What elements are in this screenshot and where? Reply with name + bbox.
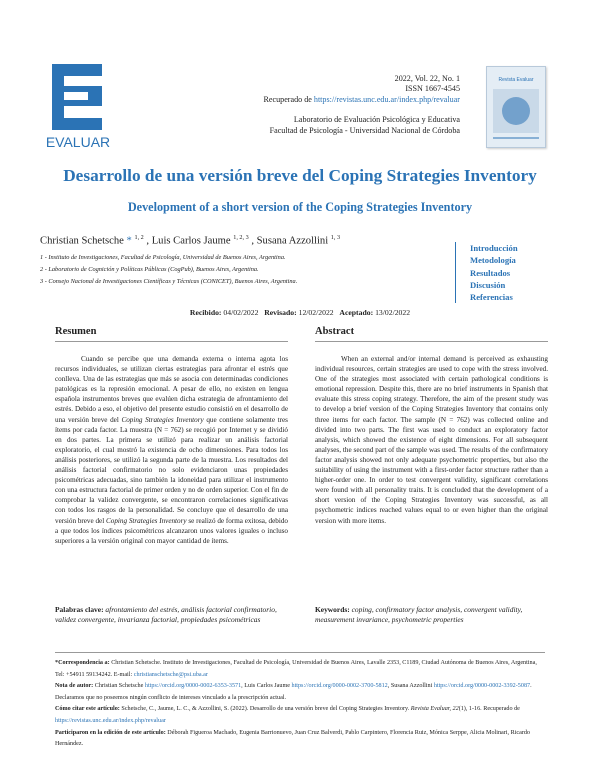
orcid-link[interactable]: https://orcid.org/0000-0002-3392-5087 [433,683,531,690]
abstract-body [315,354,548,526]
resumen-body [55,354,288,546]
article-title-spanish: Desarrollo de una versión breve del Coping Strategies Inventory [63,166,537,185]
correspondence-star[interactable]: * [126,235,132,247]
author-name: Susana Azzollini [256,235,329,247]
orcid-link[interactable]: https://orcid.org/0000-0002-6353-3571 [144,683,242,690]
section-navigation [455,242,518,303]
author-affiliation-sup: 1, 2 [134,234,144,241]
toc-item-discusion[interactable]: Discusión [470,279,506,290]
resumen-heading-wrap [55,326,288,337]
resumen-paragraph: Cuando se percibe que una demanda externa o interna agota los recursos individuales, se utilizan ciertas estrategias para afrontar el estrés que conlleva. Una de las estrategias que más se asocia con determinadas condiciones patológicas es la represión emocional. A pesar de ello, no existen en lengua española instrumentos breves que evalúen dicha estrategia de afrontamiento del estrés. Debido a eso, el objetivo del presente estudio consistió en el desarrollo de una versión breve del Coping Strategies Inventory que contiene solamente tres ítems por cada factor. La muestra (N = 762) se recogió por Internet y se dividió en dos partes. La primera se utilizó para realizar un análisis factorial exploratorio, el cual mostró la existencia de ocho dimensiones. Para todos los análisis posteriores, se utilizó la segunda parte de la muestra. Los resultados del análisis factorial confirmatorio no solo evidenciaron unas propiedades psicométricas adecuadas, sino también la idoneidad para utilizar el instrumento con una estructura factorial de primer orden y no de orden superior. Con el fin de comprobar la validez convergente, se encontraron correlaciones significativas con todos los rasgos de la personalidad. Se concluye que el desarrollo de una versión breve del Coping Strategies Inventory se realizó de forma exitosa, debido a que todos los índices psicométricos alcanzaron unos valores iguales o incluso superiores a la versión original con mayor cantidad de ítems. [55,355,288,545]
author-name: Luis Carlos Jaume [151,235,231,247]
abstract-divider [315,341,548,342]
toc-item-resultados[interactable]: Resultados [470,267,511,278]
journal-info [160,74,460,136]
affiliation-item: 3 - Consejo Nacional de Investigaciones Científicas y Técnicas (CONICET), Buenos Aires, Argentina. [40,277,298,285]
abstract-paragraph: When an external and/or internal demand is perceived as exhausting individual resources, certain strategies are used to cope with the stress involved. One of the strategies most associated with certain pathological conditions is emotional repression. Despite this, there are no brief instruments in Spanish that evaluate this stress coping strategy. Therefore, the aim of the present study was to develop a brief version of the Coping Strategies Inventory that contains only three items for each factor. The sample (N = 762) was collected online and divided into two parts. The first was used to conduct an exploratory factor analysis, which showed the existence of eight dimensions. For all subsequent analyses, the second part of the sample was used. The results of the confirmatory factor analysis showed not only adequate psychometric properties, but also the suitability of using the instrument with a first-order factor structure rather than a higher-order one. In order to test convergent validity, significant correlations were found with all personality traits. It is concluded that the development of a short version of the Coping Strategies Inventory was successful, as all psychometric indices reached values equal to or even higher than the original version with more items. [315,355,548,525]
citation-note: Cómo citar este artículo: Schetsche, C., Jaume, L. C., & Azzollini, S. (2022). Desarrollo de una versión breve del Coping Strategies Inventory. Revista Evaluar, 22(1), 1-16. Recuperado de https://revistas.unc.edu.ar/index.php/revaluar [55,706,520,724]
affiliation-item: 2 - Laboratorio de Cognición y Políticas Públicas (CogPub), Buenos Aires, Argentina. [40,265,259,273]
faculty-name: Facultad de Psicología - Universidad Nacional de Córdoba [269,125,460,135]
author-name: Christian Schetsche [40,235,124,247]
author-note: Nota de autor: Christian Schetsche https://orcid.org/0000-0002-6353-3571, Luis Carlos Jaume https://orcid.org/0000-0002-3700-5812, Susana Azzollini https://orcid.org/0000-0002-3392-5087. Declaramos que no poseemos ningún conflicto de intereses vinculado a la prescripción actual. [55,683,532,701]
citation-url-link[interactable]: https://revistas.unc.edu.ar/index.php/revaluar [55,717,166,724]
retrieved-from: Recuperado de https://revistas.unc.edu.ar/index.php/revaluar [263,94,460,104]
lab-name: Laboratorio de Evaluación Psicológica y Educativa [293,115,460,125]
issn: ISSN 1667-4545 [405,84,460,94]
author-list: Christian Schetsche * $^{1, 2}$ , Luis Carlos Jaume $^{1, 2, 3}$ , Susana Azzollini $^{1, 3}$ [40,234,341,247]
abstract-heading-wrap [315,326,548,337]
palabras-clave-list: afrontamiento del estrés, análisis factorial confirmatorio, validez convergente, invarianza factorial, propiedades psicométricas [55,605,277,625]
palabras-clave: Palabras clave: afrontamiento del estrés, análisis factorial confirmatorio, validez convergente, invarianza factorial, propiedades psicométricas [55,605,277,625]
logo-text: EVALUAR [45,134,111,150]
abstract-heading: Abstract [315,326,355,337]
journal-url-link[interactable]: https://revistas.unc.edu.ar/index.php/revaluar [313,94,460,104]
keywords-list: coping, confirmatory factor analysis, convergent validity, measurement invariance, psychometric properties [315,605,523,625]
affiliation-item: 1 - Instituto de Investigaciones, Facultad de Psicología, Universidad de Buenos Aires, Argentina. [40,254,286,261]
toc-item-metodologia[interactable]: Metodología [470,255,516,266]
toc-item-introduccion[interactable]: Introducción [470,243,518,253]
footer-divider [55,652,545,653]
author-affiliation-sup: 1, 2, 3 [233,234,249,241]
toc-item-referencias[interactable]: Referencias [470,292,513,303]
journal-cover-image [486,66,546,148]
orcid-link[interactable]: https://orcid.org/0000-0002-3700-5812 [291,683,388,690]
article-dates: Recibido: 04/02/2022 Revisado: 12/02/2022 Aceptado: 13/02/2022 [189,308,411,317]
article-footer [55,658,545,751]
affiliations [40,252,297,287]
article-title-english: Development of a short version of the Coping Strategies Inventory [127,200,473,214]
cover-title: Revista Evaluar [498,77,534,83]
evaluar-logo [40,62,116,152]
received-date: 04/02/2022 [223,308,259,317]
editors-note: Participaron en la edición de este artículo: Déborah Figueroa Machado, Eugenia Barrionuevo, Juan Cruz Balverdi, Pablo Carpintero, Florencia Ruiz, Mónica Serppe, Alicia Molinari, Ricardo Hernández. [55,729,531,748]
email-link[interactable]: christianschetsche@psi.uba.ar [133,671,208,678]
year-volume: 2022, Vol. 22, No. 1 [394,74,460,83]
revised-date: 12/02/2022 [298,308,334,317]
resumen-divider [55,341,288,342]
author-affiliation-sup: 1, 3 [330,234,341,241]
accepted-date: 13/02/2022 [375,308,411,317]
keywords: Keywords: coping, confirmatory factor analysis, convergent validity, measurement invariance, psychometric properties [315,605,523,625]
resumen-heading: Resumen [55,326,97,337]
correspondence-note: *Correspondencia a: Christian Schetsche. Instituto de Investigaciones, Facultad de Psicología, Universidad de Buenos Aires, Lavalle 2353, C1189, Ciudad Autónoma de Buenos Aires, Argentina, Tel: +54911 59134242. E-mail: christianschetsche@psi.uba.ar [55,660,537,678]
